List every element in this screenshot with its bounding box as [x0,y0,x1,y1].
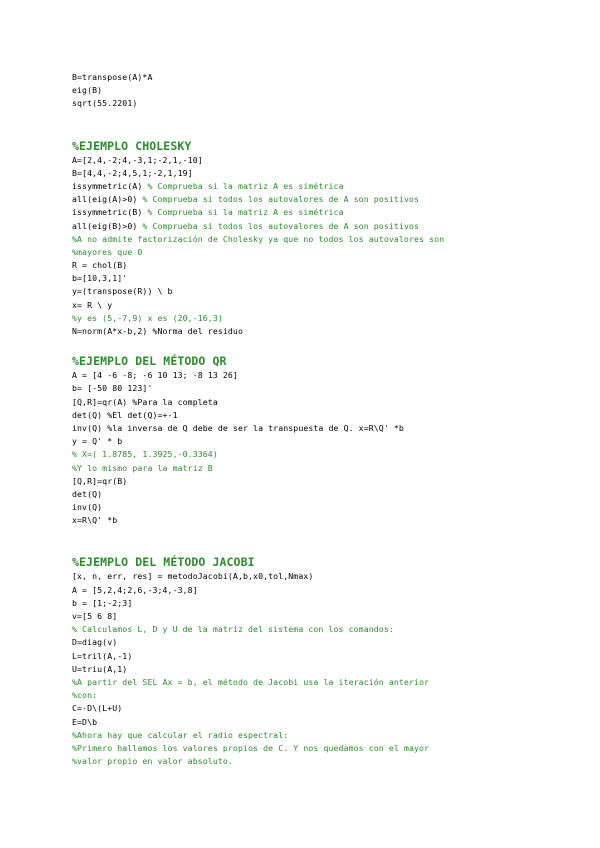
section-jacobi [72,554,542,768]
comment-part: % Comprueba si todos los autovalores de A son positivos [142,194,420,205]
code-listing [72,71,542,768]
code-line: x= R \ y [72,299,113,310]
section-heading: %EJEMPLO DEL MÉTODO JACOBI [72,555,255,570]
code-line: v=[5 6 8] [72,611,118,621]
code-part: issymmetric(B) [72,207,148,218]
code-line: [x, n, err, res] = metodoJacobi(A,b,x0,tol,Nmax) [72,571,314,582]
code-part: issymmetric(A) [72,180,148,191]
section-heading: %EJEMPLO CHOLESKY [72,138,192,153]
code-line: C=-D\(L+U) [72,703,123,714]
code-line: b=[10,3,1]' [72,273,128,284]
code-line: B=transpose(A)*A [72,72,153,82]
comment-line: %mayores que 0 [72,246,143,257]
comment-part: % Comprueba si la matriz A es simétrica [147,207,344,218]
code-part: all(eig(A)>0) [72,194,143,205]
code-line: inv(Q) %la inversa de Q debe de ser la transpuesta de Q. x=R\Q' *b [72,422,404,433]
code-line: sqrt(55.2201) [72,98,138,109]
code-line: D=diag(v) [72,637,118,648]
code-line: x=R\Q' *b [72,515,118,526]
code-line: B=[4,4,-2;4,5,1;-2,1,19] [72,167,193,178]
comment-line: %con: [72,690,98,701]
code-line: det(Q) [72,488,103,499]
code-line: L=tril(A,-1) [72,650,133,661]
code-line: [Q,R]=qr(B) [72,475,128,486]
code-line: y = Q' * b [72,436,123,447]
comment-part: % Comprueba si la matriz A es simétrica [147,180,344,191]
comment-line: %valor propio en valor absoluto. [72,756,233,767]
comment-line: %y es (5,-7,9) x es (20,-16,3) [72,312,223,323]
code-line: det(Q) %El det(Q)=+-1 [72,409,178,420]
code-line [72,193,542,206]
code-line: b = [1;-2;3] [72,597,133,608]
code-line [72,206,542,219]
comment-line: %Primero hallamos los valores propios de C. Y nos quedamos con el mayor [72,742,430,753]
code-line: y=(transpose(R)) \ b [72,286,173,297]
comment-line: %Y lo mismo para la matriz B [72,462,213,473]
comment-line: % X=( 1.8785, 1.3925,-0.3364) [72,449,218,460]
code-line: U=triu(A,1) [72,663,128,674]
code-line: E=D\b [72,716,98,727]
code-line [72,180,542,193]
section-qr [72,353,542,527]
comment-line: % Calculamos L, D y U de la matriz del sistema con los comandos: [72,624,394,635]
section-cholesky [72,138,542,339]
code-line: eig(B) [72,85,103,96]
code-line: N=norm(A*x-b,2) %Norma del residuo [72,326,243,336]
code-line: R = chol(B) [72,260,128,271]
code-line: inv(Q) [72,502,103,513]
comment-part: % Comprueba si todos los autovalores de A son positivos [142,220,420,231]
code-line [72,220,542,233]
code-line: A = [4 -6 -8; -6 10 13; -8 13 26] [72,370,238,381]
code-line: A=[2,4,-2;4,-3,1;-2,1,-10] [72,154,203,165]
code-line: [Q,R]=qr(A) %Para la completa [72,396,218,407]
code-line: b= [-50 80 123]' [72,383,153,394]
section-heading: %EJEMPLO DEL MÉTODO QR [72,354,227,369]
code-line: A = [5,2,4;2,6,-3;4,-3,8] [72,584,198,595]
code-part: all(eig(B)>0) [72,220,143,231]
comment-line: %A no admite factorización de Cholesky ya que no todos los autovalores son [72,233,445,244]
comment-line: %Ahora hay que calcular el radio espectral: [72,729,289,740]
intro-block [72,71,542,111]
comment-line: %A partir del SEL Ax = b, el método de Jacobi usa la iteración anterior [72,676,430,687]
